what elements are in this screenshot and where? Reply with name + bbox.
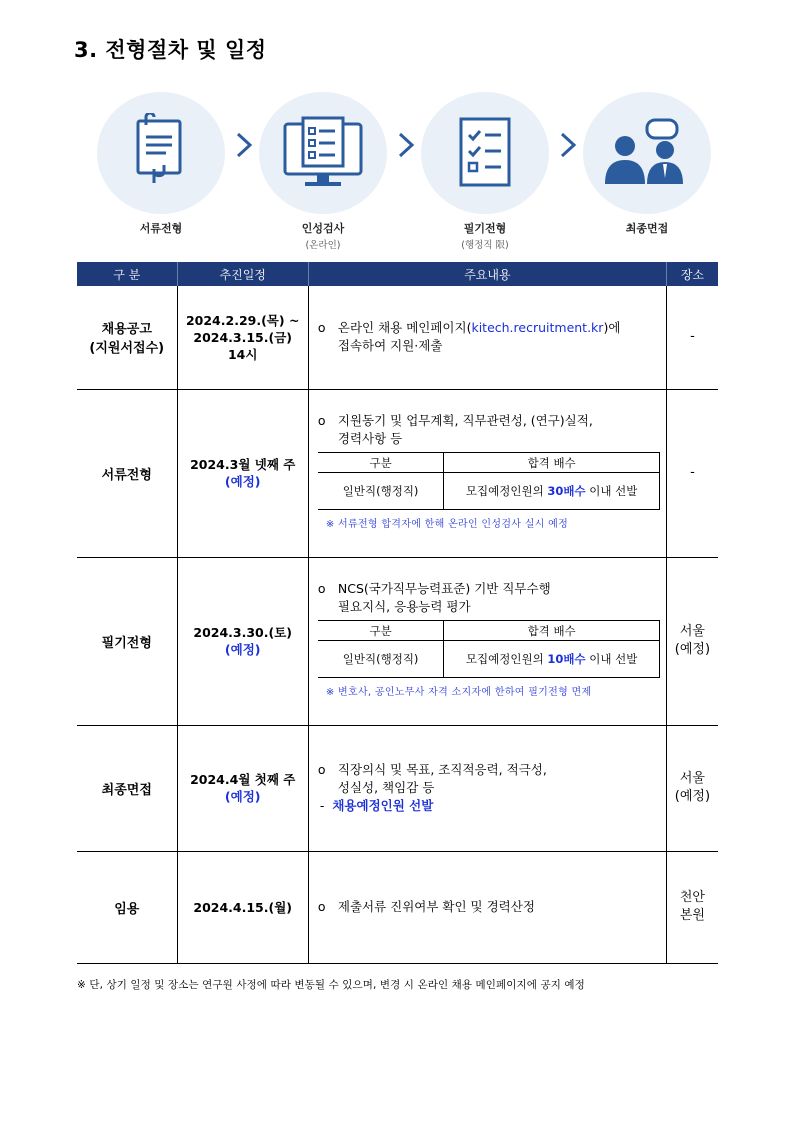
- header-content: 주요내용: [308, 262, 666, 286]
- chevron-right-icon: [396, 130, 418, 160]
- table-row: [77, 851, 718, 963]
- step-label: 필기전형: [463, 222, 507, 235]
- row-category: 최종면접: [77, 725, 177, 851]
- step-label: 최종면접: [625, 222, 669, 235]
- row-content: o 온라인 채용 메인페이지(kitech.recruitment.kr)에 접속하여 지원·제출: [308, 286, 666, 389]
- step-final-interview: [582, 92, 712, 236]
- row-location: 서울 (예정): [666, 557, 718, 725]
- final-selection-text: 채용예정인원 선발: [332, 798, 434, 813]
- process-steps: [96, 92, 716, 252]
- row-category: 채용공고 (지원서접수): [77, 286, 177, 389]
- chevron-right-icon: [558, 130, 580, 160]
- row-content: o 제출서류 진위여부 확인 및 경력산정: [308, 851, 666, 963]
- row-location: -: [666, 286, 718, 389]
- row-content: o NCS(국가직무능력표준) 기반 직무수행 필요지식, 응용능력 평가 구분 합격 배수 일반직(행정직) 모집예정인원의 10배수 이내 선발 ※ 변호사, 공인노무사 자격 소지자에 한하여 필기전형 면제: [308, 557, 666, 725]
- step-label: 인성검사: [301, 222, 345, 235]
- footnote: ※ 단, 상기 일정 및 장소는 연구원 사정에 따라 변동될 수 있으며, 변경 시 온라인 채용 메인페이지에 공지 예정: [77, 979, 585, 991]
- section-title: 3. 전형절차 및 일정: [74, 38, 267, 62]
- step-sublabel: (행정직 限): [461, 240, 509, 251]
- table-header-row: [77, 262, 718, 286]
- row-category: 서류전형: [77, 389, 177, 557]
- row-content: o 직장의식 및 목표, 조직적응력, 적극성, 성실성, 책임감 등 - 채용예정인원 선발: [308, 725, 666, 851]
- step-personality-test: [258, 92, 388, 251]
- row-location: -: [666, 389, 718, 557]
- row-note: ※ 서류전형 합격자에 한해 온라인 인성검사 실시 예정: [325, 519, 569, 530]
- row-location: 천안 본원: [666, 851, 718, 963]
- pass-ratio-table: 구분 합격 배수 일반직(행정직) 모집예정인원의 10배수 이내 선발: [318, 620, 660, 678]
- document-hand-icon: [126, 113, 196, 193]
- table-row: [77, 286, 718, 389]
- row-content: o 지원동기 및 업무계획, 직무관련성, (연구)실적, 경력사항 등 구분 합격 배수 일반직(행정직) 모집예정인원의 30배수 이내 선발 ※ 서류전형 합격자에 한해 온라인 인성검사 실시 예정: [308, 389, 666, 557]
- table-row: [77, 557, 718, 725]
- checklist-clipboard-icon: [453, 115, 517, 191]
- header-category: 구 분: [77, 262, 177, 286]
- row-schedule: 2024.4.15.(월): [177, 851, 308, 963]
- recruitment-url: kitech.recruitment.kr: [471, 320, 604, 336]
- step-document-screening: [96, 92, 226, 236]
- step-sublabel: (온라인): [305, 240, 341, 251]
- row-schedule: 2024.2.29.(목) ~ 2024.3.15.(금) 14시: [177, 286, 308, 389]
- row-category: 필기전형: [77, 557, 177, 725]
- row-category: 임용: [77, 851, 177, 963]
- step-label: 서류전형: [139, 222, 183, 235]
- header-location: 장소: [666, 262, 718, 286]
- chevron-right-icon: [234, 130, 256, 160]
- pass-ratio-table: 구분 합격 배수 일반직(행정직) 모집예정인원의 30배수 이내 선발: [318, 452, 660, 510]
- table-row: [77, 389, 718, 557]
- interview-people-icon: [599, 118, 695, 188]
- header-schedule: 추진일정: [177, 262, 308, 286]
- row-schedule: 2024.3월 넷째 주 (예정): [177, 389, 308, 557]
- computer-checklist-icon: [281, 116, 365, 190]
- row-location: 서울 (예정): [666, 725, 718, 851]
- row-schedule: 2024.4월 첫째 주 (예정): [177, 725, 308, 851]
- schedule-table: [77, 262, 718, 964]
- table-row: [77, 725, 718, 851]
- row-schedule: 2024.3.30.(토) (예정): [177, 557, 308, 725]
- row-note: ※ 변호사, 공인노무사 자격 소지자에 한하여 필기전형 면제: [325, 687, 592, 698]
- step-written-exam: [420, 92, 550, 251]
